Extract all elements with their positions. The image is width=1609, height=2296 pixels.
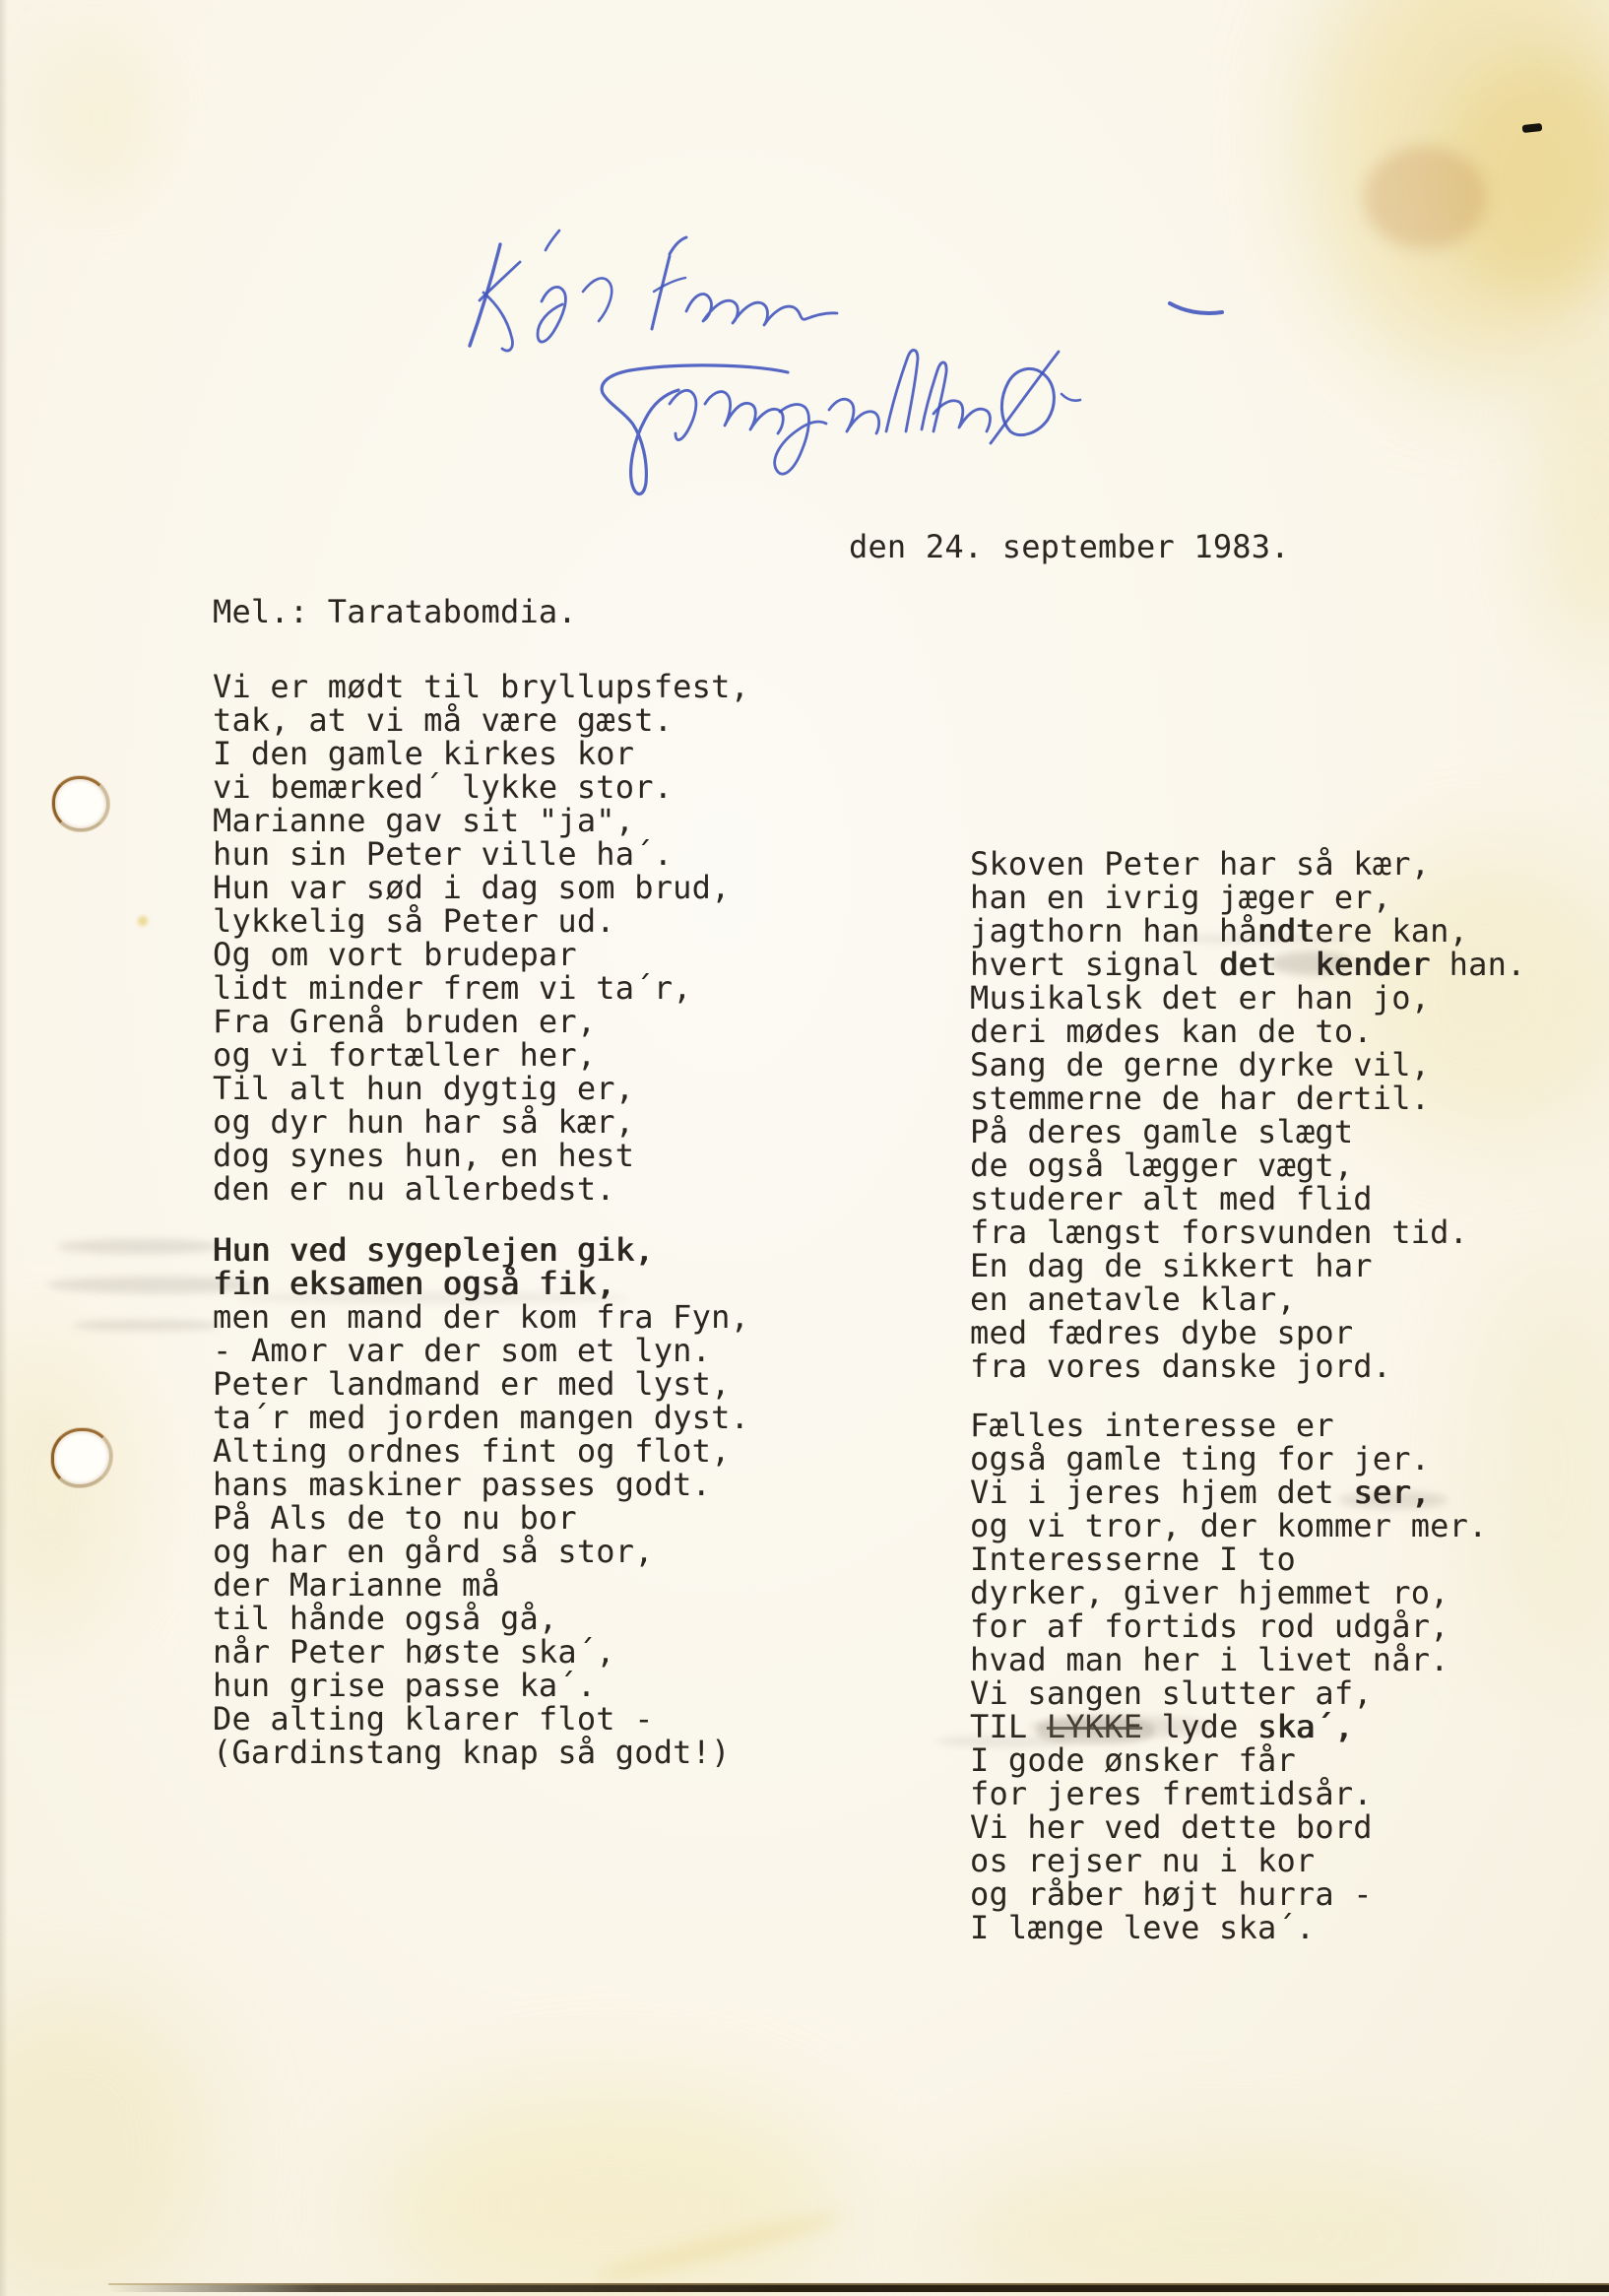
signature-handwriting — [335, 146, 1260, 500]
poem-line: I den gamle kirkes kor — [213, 735, 635, 772]
poem-line: hans maskiner passes godt. — [213, 1466, 712, 1503]
poem-line: tak, at vi må være gæst. — [213, 701, 674, 739]
date-line: den 24. september 1983. — [849, 528, 1290, 565]
poem-line: studerer alt med flid — [970, 1180, 1373, 1217]
paper-stain — [935, 2147, 1487, 2296]
poem-line: når Peter høste ska´, — [213, 1633, 615, 1671]
poem-line: hun grise passe ka´. — [213, 1667, 597, 1704]
poem-line: og dyr hun har så kær, — [213, 1103, 635, 1141]
poem-line: (Gardinstang knap så godt!) — [213, 1734, 731, 1771]
paper-stain — [1364, 146, 1487, 249]
poem-line: hvert signal det kender han. — [970, 946, 1526, 983]
paper-stain — [0, 1340, 138, 1635]
poem-line: Peter landmand er med lyst, — [213, 1365, 731, 1403]
poem-line: lidt minder frem vi ta´r, — [213, 969, 692, 1007]
poem-line: men en mand der kom fra Fyn, — [213, 1298, 750, 1336]
poem-line: Vi i jeres hjem det ser, — [970, 1474, 1431, 1511]
poem-line: fra vores danske jord. — [970, 1347, 1392, 1385]
poem-line: fra længst forsvunden tid. — [970, 1214, 1469, 1251]
poem-line: os rejser nu i kor — [970, 1842, 1316, 1879]
paper-stain — [39, 39, 158, 197]
poem-line: og råber højt hurra - — [970, 1875, 1373, 1913]
poem-line: I længe leve ska´. — [970, 1909, 1316, 1946]
poem-line: Fra Grenå bruden er, — [213, 1003, 597, 1040]
poem-line: Alting ordnes fint og flot, — [213, 1432, 731, 1470]
paper-stain — [138, 916, 148, 926]
poem-line: Hun ved sygeplejen gik, — [213, 1231, 654, 1269]
melody-line: Mel.: Taratabomdia. — [213, 593, 577, 630]
poem-line: og vi fortæller her, — [213, 1036, 597, 1074]
poem-line: og har en gård så stor, — [213, 1533, 654, 1570]
poem-line: Interesserne I to — [970, 1541, 1296, 1578]
poem-line: Til alt hun dygtig er, — [213, 1070, 635, 1107]
poem-line: en anetavle klar, — [970, 1280, 1296, 1318]
poem-line: for af fortids rod udgår, — [970, 1607, 1449, 1645]
poem-line: for jeres fremtidsår. — [970, 1775, 1373, 1812]
eraser-smudge — [57, 1239, 220, 1254]
poem-line: til hånde også gå, — [213, 1600, 558, 1637]
poem-line: fin eksamen også fik, — [213, 1265, 615, 1302]
poem-line: Vi er mødt til bryllupsfest, — [213, 668, 750, 705]
left-verse-2 — [213, 1233, 749, 1769]
poem-line: Vi sangen slutter af, — [970, 1674, 1373, 1712]
punch-hole — [52, 776, 109, 831]
left-verse-1 — [213, 670, 749, 1206]
poem-line: de også lægger vægt, — [970, 1147, 1354, 1184]
poem-line: - Amor var der som et lyn. — [213, 1332, 712, 1369]
poem-line: Marianne gav sit "ja", — [213, 802, 635, 839]
poem-line: Og om vort brudepar — [213, 936, 577, 973]
poem-line: og vi tror, der kommer mer. — [970, 1507, 1488, 1544]
scan-edge-left — [0, 0, 8, 2296]
poem-line: På Als de to nu bor — [213, 1499, 577, 1537]
poem-line: Fælles interesse er — [970, 1407, 1334, 1444]
poem-line: med fædres dybe spor — [970, 1314, 1354, 1351]
poem-line: På deres gamle slægt — [970, 1113, 1354, 1150]
poem-line: Sang de gerne dyrke vil, — [970, 1046, 1431, 1083]
scan-edge-bottom — [108, 2283, 1609, 2292]
poem-line: Hun var sød i dag som brud, — [213, 869, 731, 906]
poem-line: Vi her ved dette bord — [970, 1808, 1373, 1846]
poem-line: En dag de sikkert har — [970, 1247, 1373, 1284]
poem-line: lykkelig så Peter ud. — [213, 902, 615, 940]
poem-line: der Marianne må — [213, 1566, 500, 1604]
poem-line: TIL LYKKE lyde ska´, — [970, 1708, 1354, 1745]
poem-line: også gamle ting for jer. — [970, 1440, 1431, 1477]
poem-line: hun sin Peter ville ha´. — [213, 835, 674, 873]
right-verse-1 — [970, 847, 1526, 1383]
eraser-smudge — [73, 1320, 221, 1331]
poem-line: Musikalsk det er han jo, — [970, 979, 1431, 1017]
poem-line: ta´r med jorden mangen dyst. — [213, 1399, 750, 1436]
poem-line: dog synes hun, en hest — [213, 1137, 635, 1174]
paper-stain — [0, 1990, 217, 2296]
paper-stain — [374, 2088, 847, 2296]
poem-line: den er nu allerbedst. — [213, 1170, 615, 1208]
poem-line: De alting klarer flot - — [213, 1700, 654, 1738]
poem-line: dyrker, giver hjemmet ro, — [970, 1574, 1449, 1611]
poem-line: hvad man her i livet når. — [970, 1641, 1449, 1678]
poem-line: han en ivrig jæger er, — [970, 879, 1392, 916]
poem-line: deri mødes kan de to. — [970, 1013, 1373, 1050]
paper-stain — [1536, 335, 1609, 650]
poem-line: Skoven Peter har så kær, — [970, 845, 1431, 883]
right-verse-2 — [970, 1409, 1488, 1944]
poem-line: stemmerne de har dertil. — [970, 1080, 1431, 1117]
poem-line: vi bemærked´ lykke stor. — [213, 768, 674, 806]
poem-line: jagthorn han håndtere kan, — [970, 912, 1469, 950]
poem-line: I gode ønsker får — [970, 1741, 1296, 1779]
